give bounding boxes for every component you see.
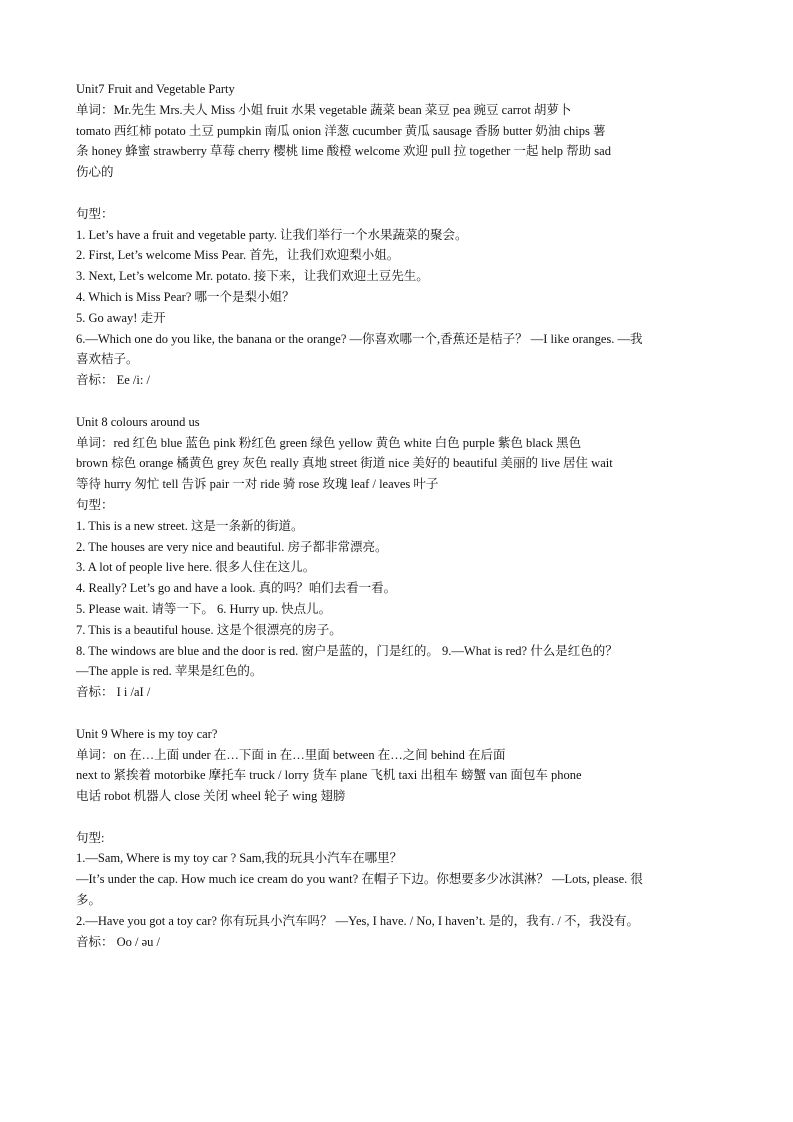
spacer — [76, 391, 720, 412]
unit7-sentences-label: 句型： — [76, 206, 114, 221]
unit9-section — [76, 724, 720, 953]
unit8-vocab-line-2: brown 棕色 orange 橘黄色 grey 灰色 really 真地 street 街道 nice 美好的 beautiful 美丽的 live 居住 wait — [76, 456, 613, 471]
unit8-phonetic: 音标： I i /aI / — [76, 685, 151, 700]
unit8-sentence-2: 2. The houses are very nice and beautiful. 房子都非常漂亮。 — [76, 539, 388, 554]
unit7-sentence-1: 1. Let’s have a fruit and vegetable party. 让我们举行一个水果蔬菜的聚会。 — [76, 227, 468, 242]
unit9-title: Unit 9 Where is my toy car? — [76, 726, 218, 741]
unit7-sentence-6-cont: 喜欢桔子。 — [76, 352, 139, 367]
spacer — [76, 807, 720, 828]
unit9-vocab-line-1: 单词：on 在…上面 under 在…下面 in 在…里面 between 在…之间 behind 在后面 — [76, 747, 506, 762]
unit7-section — [76, 79, 720, 412]
unit8-sentence-9-answer: —The apple is red. 苹果是红色的。 — [76, 664, 263, 679]
unit7-phonetic: 音标： Ee /i: / — [76, 373, 150, 388]
unit9-vocab-line-3: 电话 robot 机器人 close 关闭 wheel 轮子 wing 翅膀 — [76, 789, 346, 804]
unit7-vocab-line-1: 单词：Mr.先生 Mrs.夫人 Miss 小姐 fruit 水果 vegetable 蔬菜 bean 菜豆 pea 豌豆 carrot 胡萝卜 — [76, 102, 572, 117]
unit9-sentence-1-answer: —It’s under the cap. How much ice cream do you want? 在帽子下边。你想要多少冰淇淋？ —Lots, please. 很 — [76, 872, 643, 887]
document-page — [76, 79, 720, 952]
unit9-sentences-label: 句型: — [76, 830, 105, 845]
unit8-sentence-4: 4. Really? Let’s go and have a look. 真的吗？咱们去看一看。 — [76, 581, 397, 596]
unit7-vocab-line-2: tomato 西红柿 potato 土豆 pumpkin 南瓜 onion 洋葱 cucumber 黄瓜 sausage 香肠 butter 奶油 chips 薯 — [76, 123, 606, 138]
unit7-sentence-3: 3. Next, Let’s welcome Mr. potato. 接下来，让我们欢迎土豆先生。 — [76, 269, 429, 284]
unit7-title: Unit7 Fruit and Vegetable Party — [76, 82, 235, 96]
unit8-vocab-line-3: 等待 hurry 匆忙 tell 告诉 pair 一对 ride 骑 rose 玫瑰 leaf / leaves 叶子 — [76, 477, 439, 492]
unit7-sentence-2: 2. First, Let’s welcome Miss Pear. 首先，让我们欢迎梨小姐。 — [76, 248, 400, 263]
unit7-sentence-4: 4. Which is Miss Pear? 哪一个是梨小姐？ — [76, 289, 295, 304]
unit8-sentence-1: 1. This is a new street. 这是一条新的街道。 — [76, 518, 304, 533]
unit8-sentences-label: 句型： — [76, 497, 114, 512]
unit9-sentence-1-answer-cont: 多。 — [76, 893, 102, 908]
spacer — [76, 703, 720, 724]
unit9-sentence-1: 1.—Sam, Where is my toy car ? Sam,我的玩具小汽车在哪里？ — [76, 851, 403, 866]
unit8-title: Unit 8 colours around us — [76, 414, 200, 429]
unit8-section — [76, 412, 720, 724]
unit8-sentence-3: 3. A lot of people live here. 很多人住在这儿。 — [76, 560, 316, 575]
unit7-sentence-6: 6.—Which one do you like, the banana or the orange? —你喜欢哪一个,香蕉还是桔子？ —I like oranges. —我 — [76, 331, 643, 346]
unit7-vocab-line-3: 条 honey 蜂蜜 strawberry 草莓 cherry 樱桃 lime 酸橙 welcome 欢迎 pull 拉 together 一起 help 帮助 sad — [76, 144, 611, 159]
unit8-sentence-7: 7. This is a beautiful house. 这是个很漂亮的房子。 — [76, 622, 342, 637]
unit7-vocab-line-4: 伤心的 — [76, 165, 114, 180]
unit8-vocab-line-1: 单词：red 红色 blue 蓝色 pink 粉红色 green 绿色 yellow 黄色 white 白色 purple 紫色 black 黑色 — [76, 435, 582, 450]
unit8-sentence-8-9: 8. The windows are blue and the door is red. 窗户是蓝的，门是红的。 9.—What is red? 什么是红色的？ — [76, 643, 618, 658]
unit9-vocab-line-2: next to 紧挨着 motorbike 摩托车 truck / lorry 货车 plane 飞机 taxi 出租车 螃蟹 van 面包车 phone — [76, 768, 582, 783]
spacer — [76, 183, 720, 204]
unit9-sentence-2: 2.—Have you got a toy car? 你有玩具小汽车吗？ —Yes, I have. / No, I haven’t. 是的，我有. / 不，我没有。 — [76, 913, 640, 928]
unit8-sentence-5-6: 5. Please wait. 请等一下。 6. Hurry up. 快点儿。 — [76, 601, 332, 616]
unit7-sentence-5: 5. Go away! 走开 — [76, 310, 166, 325]
unit9-phonetic: 音标： Oo / əu / — [76, 934, 161, 949]
